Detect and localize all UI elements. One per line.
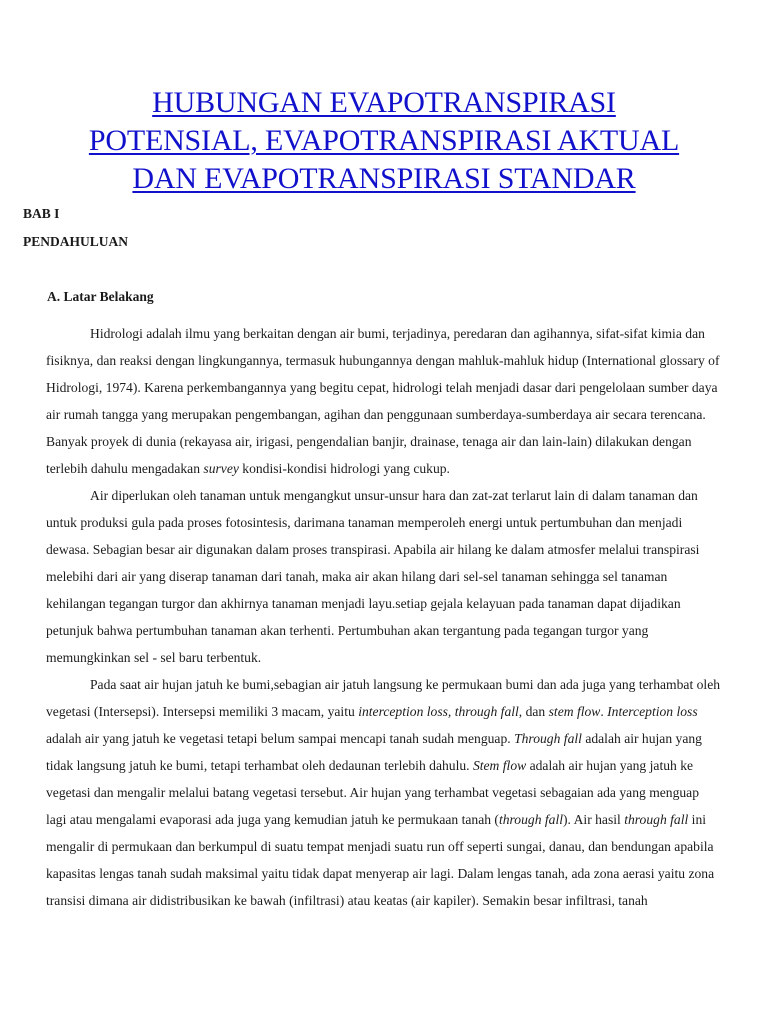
chapter-number: BAB I (23, 206, 60, 221)
text-run: adalah air yang jatuh ke vegetasi tetapi belum sampai mencapi tanah sudah menguap. (46, 731, 515, 746)
text-run: , dan (518, 704, 549, 719)
italic-term: stem flow (548, 704, 601, 719)
chapter-title: PENDAHULUAN (23, 234, 129, 249)
text-run: adalah air hujan yang tidak langsung jatuh ke bumi, tetapi terhambat oleh dedaunan terlebih dahulu. (46, 731, 702, 773)
text-run: ). Air hasil (563, 812, 625, 827)
text-run: Pada saat air hujan jatuh ke bumi,sebagian air jatuh langsung ke permukaan bumi dan ada juga yang terhambat oleh vegetasi (Intersepsi). Intersepsi memiliki 3 macam, yaitu (46, 677, 721, 719)
italic-term: Stem flow (472, 758, 527, 773)
italic-term: survey (203, 461, 239, 476)
italic-term: through fall (624, 812, 689, 827)
title-link-line-3[interactable]: DAN EVAPOTRANSPIRASI STANDAR (132, 162, 636, 195)
text-run: Hidrologi adalah ilmu yang berkaitan dengan air bumi, terjadinya, peredaran dan agihannya, sifat-sifat kimia dan fisiknya, dan reaksi dengan lingkungannya, termasuk hubungannya dengan mahluk-mahluk hidup (International glossary of Hidrologi, 1974). Karena perkembangannya yang begitu cepat, hidrologi telah menjadi dasar dari pengelolaan sumber daya air rumah tangga yang merupakan pengembangan, agihan dan penggunaan sumberdaya-sumberdaya air secara terencana. Banyak proyek di dunia (rekayasa air, irigasi, pengendalian banjir, drainase, tenaga air dan lain-lain) dilakukan dengan terlebih dahulu mengadakan (46, 326, 720, 476)
paragraph (46, 482, 722, 671)
italic-term: interception loss, through fall (358, 704, 519, 719)
text-run: Air diperlukan oleh tanaman untuk mengangkut unsur-unsur hara dan zat-zat terlarut lain di dalam tanaman dan untuk produksi gula pada proses fotosintesis, darimana tanaman memperoleh energi untuk pertumbuhan dan menjadi dewasa. Sebagian besar air digunakan dalam proses transpirasi. Apabila air hilang ke dalam atmosfer melalui transpirasi melebihi dari air yang diserap tanaman dari tanah, maka air akan hilang dari sel-sel tanaman sehingga sel tanaman kehilangan tegangan turgor dan akhirnya tanaman menjadi layu.setiap gejala kelayuan pada tanaman dapat dijadikan petunjuk bahwa pertumbuhan tanaman akan terhenti. Pertumbuhan akan tergantung pada tegangan turgor yang memungkinkan sel - sel baru terbentuk. (46, 488, 700, 665)
document-title (20, 84, 748, 198)
italic-term: Interception loss (607, 704, 698, 719)
paragraph (46, 671, 722, 914)
body-text (46, 320, 722, 914)
title-link-line-2[interactable]: POTENSIAL, EVAPOTRANSPIRASI AKTUAL (88, 124, 680, 157)
section-heading: A. Latar Belakang (47, 289, 154, 304)
text-run: kondisi-kondisi hidrologi yang cukup. (238, 461, 450, 476)
text-run: adalah air hujan yang jatuh ke vegetasi dan mengalir melalui batang vegetasi tersebut. Air hujan yang terhambat vegetasi sebagaian ada yang menguap lagi atau mengalami evaporasi ada juga yang kemudian jatuh ke permukaan tanah ( (46, 758, 700, 827)
italic-term: Through fall (514, 731, 582, 746)
title-link-line-1[interactable]: HUBUNGAN EVAPOTRANSPIRASI (152, 86, 616, 119)
text-run: ini mengalir di permukaan dan berkumpul di suatu tempat menjadi suatu run off seperti sungai, danau, dan bendungan apabila kapasitas lengas tanah sudah maksimal yaitu tidak dapat menyerap air lagi. Dalam lengas tanah, ada zona aerasi yaitu zona transisi dimana air didistribusikan ke bawah (infiltrasi) atau keatas (air kapiler). Semakin besar infiltrasi, tanah (46, 812, 715, 908)
italic-term: through fall (498, 812, 564, 827)
text-run: . (600, 704, 608, 719)
paragraph (46, 320, 722, 482)
